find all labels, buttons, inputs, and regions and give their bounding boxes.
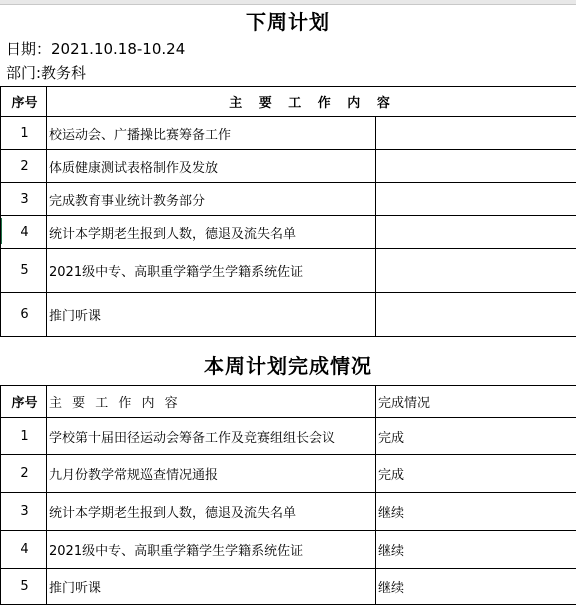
row-num-cell[interactable]: 5 [1, 249, 47, 293]
row-num-cell[interactable]: 3 [1, 493, 47, 531]
table-row [1, 183, 576, 216]
row-num-cell[interactable]: 2 [1, 455, 47, 493]
header-status-cell[interactable]: 完成情况 [376, 386, 576, 418]
row-empty-cell[interactable] [376, 216, 576, 249]
row-empty-cell[interactable] [376, 293, 576, 337]
table-row [1, 531, 576, 569]
row-num-cell[interactable]: 1 [1, 418, 47, 455]
row-status-cell[interactable]: 完成 [376, 418, 576, 455]
row-num-cell[interactable]: 1 [1, 117, 47, 150]
row-status-cell[interactable]: 继续 [376, 493, 576, 531]
header-content-cell[interactable]: 主 要 工 作 内 容 [47, 386, 376, 418]
row-status-cell[interactable]: 继续 [376, 569, 576, 605]
row-content-cell[interactable]: 体质健康测试表格制作及发放 [47, 150, 376, 183]
row-num-cell[interactable]: 4 [1, 531, 47, 569]
row-content-cell[interactable]: 2021级中专、高职重学籍学生学籍系统佐证 [47, 531, 376, 569]
header-num-cell[interactable]: 序号 [1, 87, 47, 117]
row-content-cell[interactable]: 推门听课 [47, 569, 376, 605]
table-row [1, 117, 576, 150]
row-num-cell[interactable]: 2 [1, 150, 47, 183]
date-line: 日期：2021.10.18-10.24 [6, 40, 186, 58]
table-row [1, 455, 576, 493]
row-num-cell[interactable]: 4 [1, 216, 47, 249]
row-content-cell[interactable]: 统计本学期老生报到人数，德退及流失名单 [47, 493, 376, 531]
department-line: 部门:教务科 [6, 64, 87, 82]
row-content-cell[interactable]: 校运动会、广播操比赛筹备工作 [47, 117, 376, 150]
this-week-table [0, 385, 576, 605]
column-header-strip [0, 0, 576, 5]
row-content-cell[interactable]: 2021级中专、高职重学籍学生学籍系统佐证 [47, 249, 376, 293]
table-row [1, 418, 576, 455]
row-content-cell[interactable]: 推门听课 [47, 293, 376, 337]
row-empty-cell[interactable] [376, 117, 576, 150]
next-week-title: 下周计划 [246, 10, 330, 34]
table-row [1, 150, 576, 183]
row-empty-cell[interactable] [376, 249, 576, 293]
table-header-row [1, 386, 576, 418]
table-row [1, 293, 576, 337]
row-content-cell[interactable]: 九月份教学常规巡查情况通报 [47, 455, 376, 493]
table-row [1, 216, 576, 249]
row-num-cell[interactable]: 5 [1, 569, 47, 605]
row-empty-cell[interactable] [376, 150, 576, 183]
header-num-cell[interactable]: 序号 [1, 386, 47, 418]
row-empty-cell[interactable] [376, 183, 576, 216]
table-row [1, 493, 576, 531]
row-content-cell[interactable]: 学校第十届田径运动会筹备工作及竞赛组组长会议 [47, 418, 376, 455]
row-status-cell[interactable]: 继续 [376, 531, 576, 569]
next-week-table [0, 86, 576, 337]
this-week-title: 本周计划完成情况 [204, 354, 372, 378]
table-header-row [1, 87, 576, 117]
row-num-cell[interactable]: 3 [1, 183, 47, 216]
row-content-cell[interactable]: 统计本学期老生报到人数，德退及流失名单 [47, 216, 376, 249]
row-content-cell[interactable]: 完成教育事业统计教务部分 [47, 183, 376, 216]
table-row [1, 569, 576, 605]
table-row [1, 249, 576, 293]
header-content-cell[interactable]: 主 要 工 作 内 容 [47, 87, 576, 117]
row-status-cell[interactable]: 完成 [376, 455, 576, 493]
row-num-cell[interactable]: 6 [1, 293, 47, 337]
